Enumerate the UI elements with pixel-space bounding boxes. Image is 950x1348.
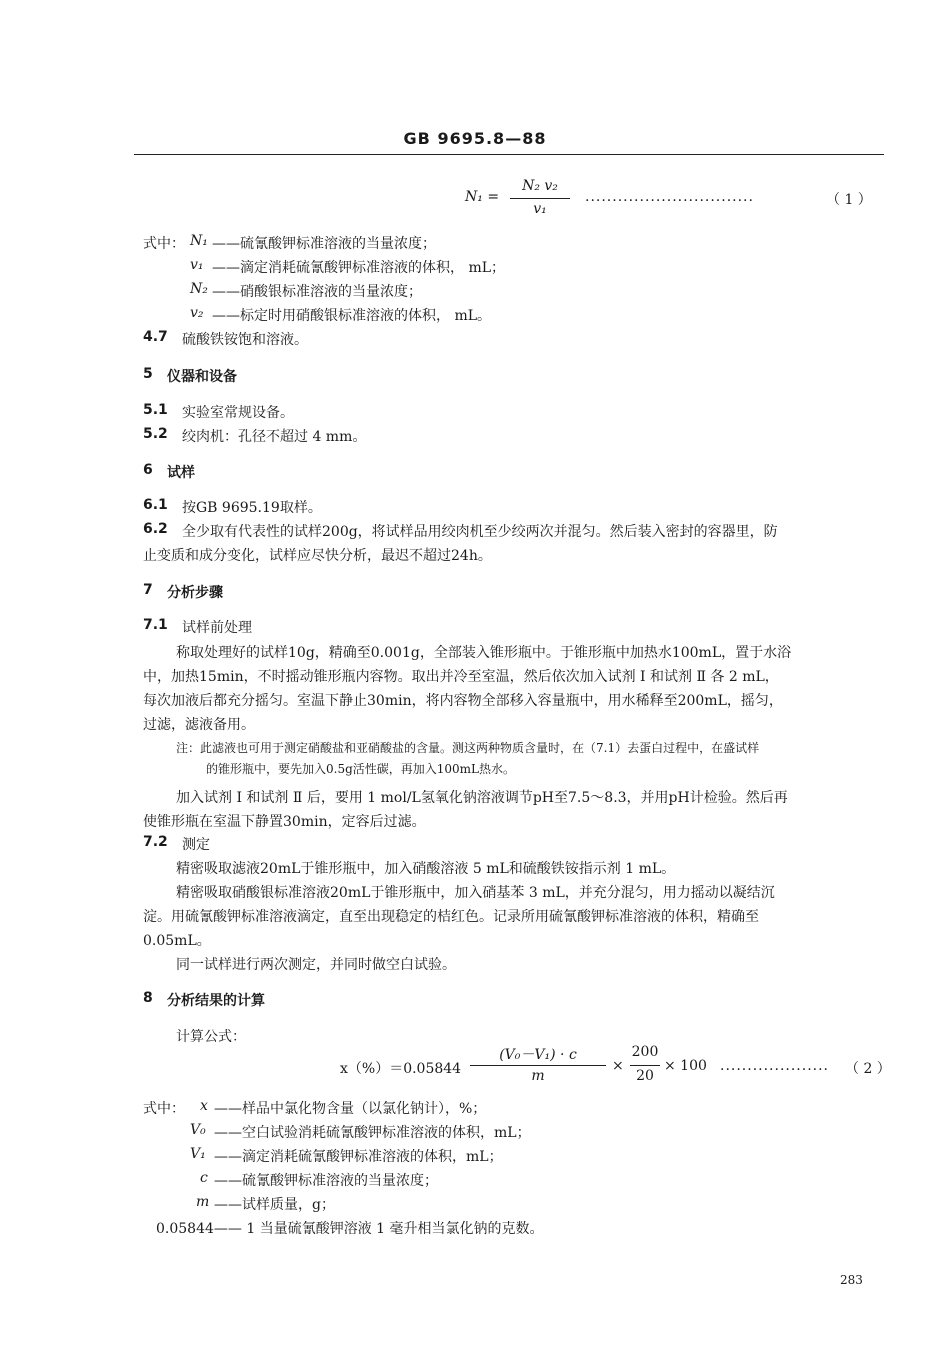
var-symbol: x	[200, 1098, 208, 1114]
calc-label: 计算公式：	[176, 1029, 246, 1045]
clause-5-2-number: 5.2	[143, 426, 168, 442]
paragraph-line: 称取处理好的试样10g，精确至0.001g，全部装入锥形瓶中。于锥形瓶中加热水100mL，置于水浴	[176, 645, 792, 661]
clause-6-2-line: 止变质和成分变化，试样应尽快分析，最迟不超过24h。	[143, 548, 492, 564]
section-5-title: 仪器和设备	[167, 369, 237, 385]
formula-2-fraction-bar	[470, 1065, 606, 1066]
formula-2-ratio-denominator: 20	[636, 1068, 654, 1084]
paragraph-line: 每次加液后都充分摇匀。室温下静止30min，将内容物全部移入容量瓶中，用水稀释至200mL，摇匀，	[143, 693, 783, 709]
paragraph-line: 中，加热15min，不时摇动锥形瓶内容物。取出并冷至室温，然后依次加入试剂 Ⅰ 和试剂 Ⅱ 各 2 mL，	[143, 669, 779, 685]
var-symbol: v₂	[190, 305, 204, 321]
var-description: ——硫氰酸钾标准溶液的当量浓度；	[214, 1173, 438, 1189]
section-7-number: 7	[143, 582, 153, 598]
formula-1-dots: ...............................	[585, 189, 754, 205]
var-description: ——试样质量，g；	[214, 1197, 335, 1213]
clause-5-2-text: 绞肉机：孔径不超过 4 mm。	[182, 429, 367, 445]
section-6-number: 6	[143, 462, 153, 478]
note-line: 的锥形瓶中，要先加入0.5g活性碳，再加入100mL热水。	[206, 762, 516, 776]
page-number: 283	[840, 1273, 863, 1287]
section-8-title: 分析结果的计算	[167, 993, 265, 1009]
header-rule	[134, 154, 884, 155]
section-8-number: 8	[143, 990, 153, 1006]
clause-5-1-number: 5.1	[143, 402, 168, 418]
formula-2-times: ×	[612, 1058, 624, 1074]
standard-header: GB 9695.8—88	[403, 129, 547, 148]
paragraph-line: 同一试样进行两次测定，并同时做空白试验。	[176, 957, 456, 973]
clause-7-2-number: 7.2	[143, 834, 168, 850]
formula-2-number: （ 2 ）	[845, 1061, 891, 1077]
clause-7-1-number: 7.1	[143, 617, 168, 633]
where-intro: 式中：	[143, 236, 185, 252]
formula-1-lhs: N₁ =	[465, 189, 500, 205]
paragraph-line: 0.05mL。	[143, 933, 211, 949]
paragraph-line: 淀。用硫氰酸钾标准溶液滴定，直至出现稳定的桔红色。记录所用硫氰酸钾标准溶液的体积，精确至	[143, 909, 759, 925]
paragraph-line: 精密吸取硝酸银标准溶液20mL于锥形瓶中，加入硝基苯 3 mL，并充分混匀，用力摇动以凝结沉	[176, 885, 775, 901]
where-intro: 式中：	[143, 1101, 185, 1117]
paragraph-line: 加入试剂 Ⅰ 和试剂 Ⅱ 后，要用 1 mol/L氢氧化钠溶液调节pH至7.5～8.3，并用pH计检验。然后再	[176, 790, 788, 806]
section-5-number: 5	[143, 366, 153, 382]
formula-1-fraction-bar	[510, 198, 570, 199]
formula-2-times-100: × 100	[664, 1058, 707, 1074]
formula-2-ratio-numerator: 200	[631, 1044, 659, 1060]
var-symbol: v₁	[190, 257, 204, 273]
clause-4-7-text: 硫酸铁铵饱和溶液。	[182, 332, 308, 348]
clause-7-1-title: 试样前处理	[182, 620, 252, 636]
paragraph-line: 使锥形瓶在室温下静置30min，定容后过滤。	[143, 814, 426, 830]
paragraph-line: 过滤，滤液备用。	[143, 717, 255, 733]
constant-definition: 0.05844—— 1 当量硫氰酸钾溶液 1 毫升相当氯化钠的克数。	[156, 1221, 544, 1237]
var-symbol: c	[200, 1170, 208, 1186]
formula-1-number: （ 1 ）	[826, 192, 872, 208]
clause-6-1-text: 按GB 9695.19取样。	[182, 500, 322, 516]
clause-4-7-number: 4.7	[143, 329, 168, 345]
var-description: ——空白试验消耗硫氰酸钾标准溶液的体积，mL；	[214, 1125, 531, 1141]
var-symbol: N₁	[190, 233, 208, 249]
clause-6-2-number: 6.2	[143, 521, 168, 537]
var-description: ——硝酸银标准溶液的当量浓度；	[212, 284, 422, 300]
var-symbol: N₂	[190, 281, 208, 297]
formula-2-denominator: m	[531, 1068, 545, 1084]
var-symbol: m	[196, 1194, 210, 1210]
var-symbol: V₀	[190, 1122, 206, 1138]
var-description: ——样品中氯化物含量（以氯化钠计），%；	[214, 1101, 487, 1117]
clause-6-1-number: 6.1	[143, 497, 168, 513]
var-symbol: V₁	[190, 1146, 206, 1162]
formula-2-lhs: x（%）＝0.05844	[340, 1061, 462, 1077]
formula-1-denominator: v₁	[533, 201, 547, 217]
section-7-title: 分析步骤	[167, 585, 223, 601]
formula-2-ratio-bar	[630, 1065, 660, 1066]
clause-5-1-text: 实验室常规设备。	[182, 405, 294, 421]
var-description: ——硫氰酸钾标准溶液的当量浓度；	[212, 236, 436, 252]
var-description: ——标定时用硝酸银标准溶液的体积， mL。	[212, 308, 492, 324]
formula-2-numerator: (V₀－V₁) · c	[499, 1047, 577, 1063]
var-description: ——滴定消耗硫氰酸钾标准溶液的体积， mL；	[212, 260, 506, 276]
formula-1-numerator: N₂ v₂	[522, 178, 558, 194]
clause-7-2-title: 测定	[182, 837, 210, 853]
paragraph-line: 精密吸取滤液20mL于锥形瓶中，加入硝酸溶液 5 mL和硫酸铁铵指示剂 1 mL。	[176, 861, 676, 877]
note-line: 注：此滤液也可用于测定硝酸盐和亚硝酸盐的含量。测这两种物质含量时，在（7.1）去蛋白过程中，在盛试样	[176, 741, 760, 755]
clause-6-2-line: 全少取有代表性的试样200g，将试样品用绞肉机至少绞两次并混匀。然后装入密封的容器里，防	[182, 524, 778, 540]
section-6-title: 试样	[167, 465, 195, 481]
formula-2-dots: ....................	[720, 1058, 830, 1074]
var-description: ——滴定消耗硫氰酸钾标准溶液的体积，mL；	[214, 1149, 503, 1165]
